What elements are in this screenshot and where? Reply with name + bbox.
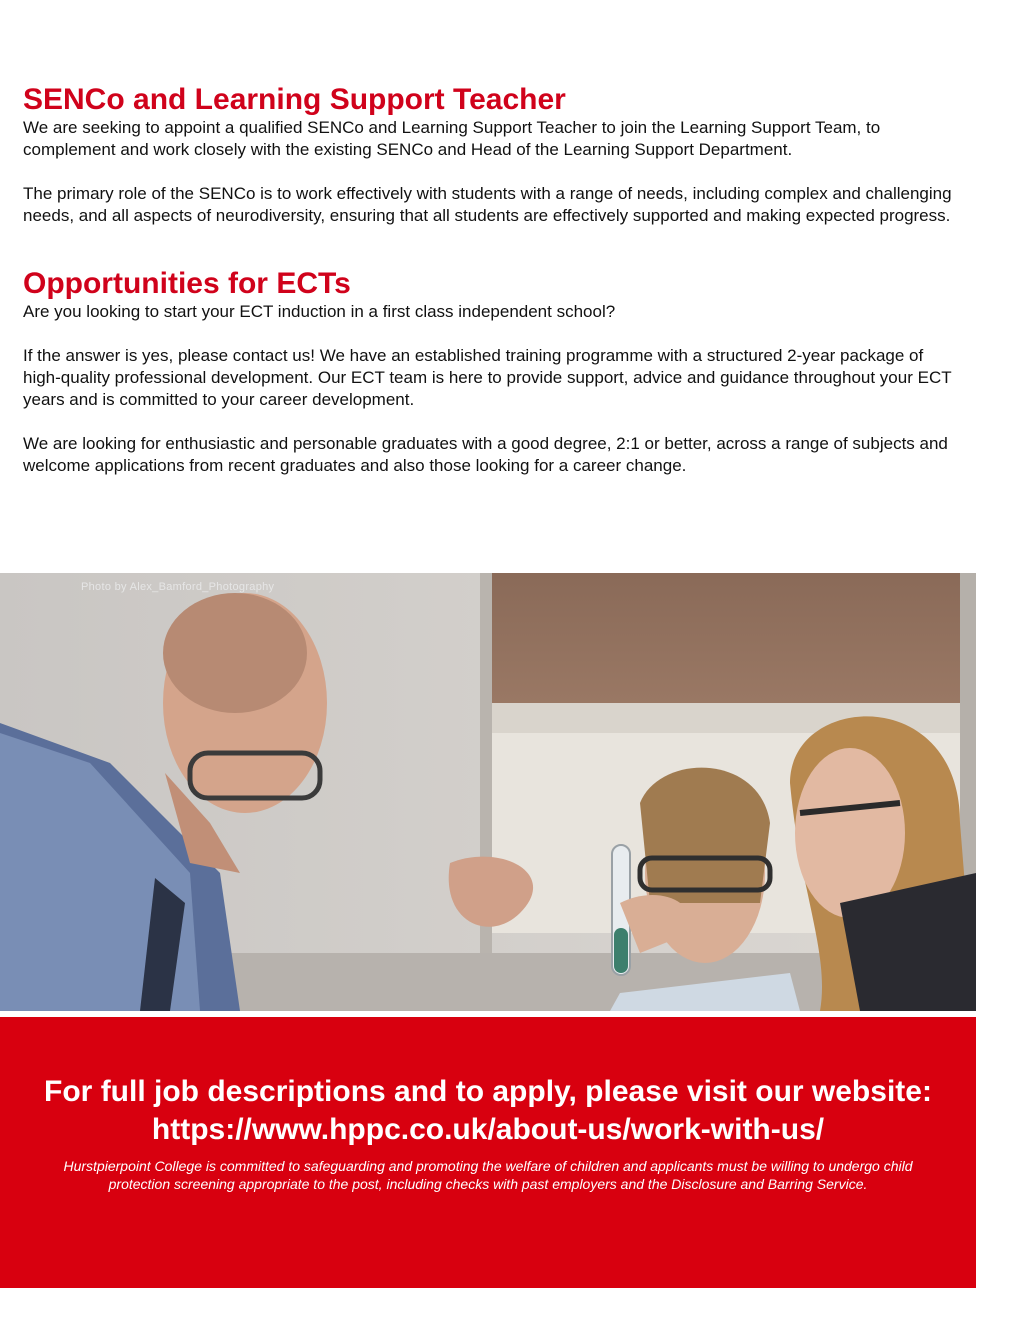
classroom-photo xyxy=(0,573,976,1011)
main-content xyxy=(23,83,953,477)
senco-paragraph-2: The primary role of the SENCo is to work effectively with students with a range of needs, including complex and challenging needs, and all aspects of neurodiversity, ensuring that all students are effectively supported and making expected progress. xyxy=(23,184,952,225)
ect-paragraph-3: We are looking for enthusiastic and personable graduates with a good degree, 2:1 or better, across a range of subjects and welcome applications from recent graduates and also those looking for a career change. xyxy=(23,434,948,475)
apply-banner xyxy=(0,1017,976,1288)
apply-cta-text: For full job descriptions and to apply, please visit our website: https://www.hppc.co.uk/about-us/work-with-us/ xyxy=(44,1075,932,1146)
senco-paragraph-1: We are seeking to appoint a qualified SENCo and Learning Support Teacher to join the Learning Support Team, to complement and work closely with the existing SENCo and Head of the Learning Support Department. xyxy=(23,118,881,159)
ect-heading: Opportunities for ECTs xyxy=(23,267,351,300)
ect-paragraph-2: If the answer is yes, please contact us! We have an established training programme with a structured 2-year package of high-quality professional development. Our ECT team is here to provide support, advice and guidance throughout your ECT years and is committed to your career development. xyxy=(23,346,952,409)
photo-credit: Photo by Alex_Bamford_Photography xyxy=(81,581,275,593)
safeguarding-note: Hurstpierpoint College is committed to safeguarding and promoting the welfare of children and applicants must be willing to undergo child protection screening appropriate to the post, including checks with past employers and the Disclosure and Barring Service. xyxy=(63,1158,913,1192)
photo-illustration xyxy=(0,573,976,1011)
ect-paragraph-1: Are you looking to start your ECT induction in a first class independent school? xyxy=(23,302,616,321)
senco-heading: SENCo and Learning Support Teacher xyxy=(23,83,566,116)
